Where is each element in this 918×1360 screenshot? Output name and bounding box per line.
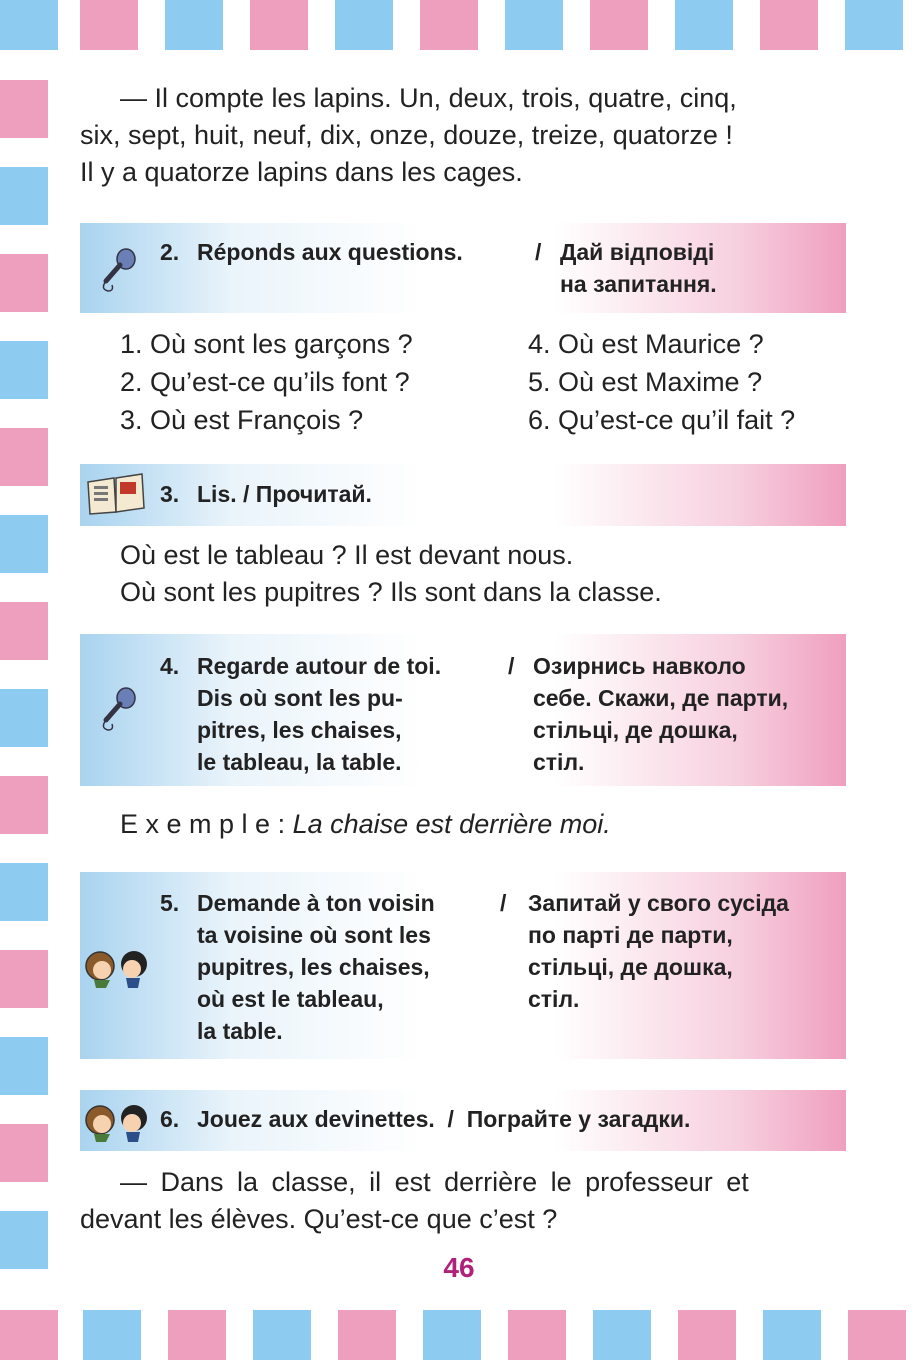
- exercise-3-instruction: Lis. / Прочитай.: [197, 481, 372, 507]
- exercise-4-separator: /: [508, 653, 515, 679]
- instruction-line: стільці, де дошка,: [533, 717, 738, 743]
- border-square: [0, 254, 48, 312]
- exercise-5-instruction-ua: [528, 887, 789, 1015]
- border-square: [675, 0, 733, 50]
- border-square: [848, 1310, 906, 1360]
- border-square: [423, 1310, 481, 1360]
- instruction-line: Demande à ton voisin: [197, 890, 435, 916]
- border-square: [678, 1310, 736, 1360]
- open-book-icon: [86, 472, 146, 516]
- border-square: [420, 0, 478, 50]
- border-square: [760, 0, 818, 50]
- border-square: [0, 776, 48, 834]
- reading-line-1: Où est le tableau ? Il est devant nous.: [120, 540, 574, 570]
- questions-left-column: [120, 325, 413, 439]
- border-square: [165, 0, 223, 50]
- riddle-line-2: devant les élèves. Qu’est-ce que c’est ?: [80, 1204, 558, 1234]
- microphone-icon: [98, 247, 140, 293]
- instruction-line: Озирнись навколо: [533, 653, 746, 679]
- reading-line-2: Où sont les pupitres ? Ils sont dans la classe.: [120, 577, 662, 607]
- example-text: La chaise est derrière moi.: [292, 809, 611, 839]
- question-item: 2. Qu’est-ce qu’ils font ?: [120, 367, 410, 397]
- exercise-5-separator: /: [500, 890, 507, 916]
- question-item: 6. Qu’est-ce qu’il fait ?: [528, 405, 796, 435]
- border-square: [0, 1310, 58, 1360]
- border-square: [845, 0, 903, 50]
- instruction-line: стіл.: [533, 749, 585, 775]
- border-square: [593, 1310, 651, 1360]
- example-label: E x e m p l e: [120, 809, 271, 839]
- border-square: [0, 689, 48, 747]
- children-talking-icon: [82, 1100, 152, 1144]
- exercise-2-instruction-ua-2: на запитання.: [560, 271, 717, 297]
- exercise-3-number: 3.: [160, 481, 180, 507]
- instruction-line: Regarde autour de toi.: [197, 653, 442, 679]
- border-square: [250, 0, 308, 50]
- border-square: [0, 167, 48, 225]
- instruction-line: Запитай у свого сусіда: [528, 890, 789, 916]
- instruction-line: où est le tableau,: [197, 986, 384, 1012]
- border-square: [0, 341, 48, 399]
- exercise-3-text: [120, 537, 840, 611]
- exercise-4-example: [120, 806, 840, 843]
- exercise-4-instruction-ua: [533, 650, 788, 778]
- microphone-icon: [98, 686, 140, 732]
- exercise-4-banner: [80, 634, 846, 786]
- border-square: [590, 0, 648, 50]
- border-square: [338, 1310, 396, 1360]
- border-square: [0, 80, 48, 138]
- exercise-2-instruction-fr: Réponds aux questions.: [197, 239, 463, 265]
- border-square: [0, 428, 48, 486]
- instruction-line: pupitres, les chaises,: [197, 954, 430, 980]
- border-square: [80, 0, 138, 50]
- children-talking-icon: [82, 946, 152, 990]
- question-item: 1. Où sont les garçons ?: [120, 329, 413, 359]
- example-colon: :: [270, 809, 293, 839]
- border-square: [0, 515, 48, 573]
- border-square: [0, 1037, 48, 1095]
- border-square: [168, 1310, 226, 1360]
- instruction-line: Dis où sont les pu-: [197, 685, 403, 711]
- intro-line-2: six, sept, huit, neuf, dix, onze, douze, treize, quatorze !: [80, 120, 733, 150]
- border-square: [763, 1310, 821, 1360]
- intro-paragraph: [80, 80, 846, 191]
- page-number: 46: [443, 1252, 475, 1283]
- exercise-5-banner: [80, 872, 846, 1059]
- intro-line-1: — Il compte les lapins. Un, deux, trois, quatre, cinq,: [120, 83, 737, 113]
- border-square: [253, 1310, 311, 1360]
- exercise-6-riddle: [80, 1164, 846, 1238]
- border-square: [0, 950, 48, 1008]
- question-item: 3. Où est François ?: [120, 405, 364, 435]
- exercise-6-instruction: Jouez aux devinettes. / Пограйте у загадки.: [197, 1106, 691, 1132]
- exercise-2-instruction-ua-1: Дай відповіді: [560, 239, 715, 265]
- border-square: [0, 602, 48, 660]
- instruction-line: le tableau, la table.: [197, 749, 402, 775]
- instruction-line: la table.: [197, 1018, 283, 1044]
- exercise-4-instruction-fr: [197, 650, 441, 778]
- border-square: [0, 863, 48, 921]
- instruction-line: стільці, де дошка,: [528, 954, 733, 980]
- instruction-line: по парті де парти,: [528, 922, 733, 948]
- exercise-5-number: 5.: [160, 890, 180, 916]
- exercise-5-instruction-fr: [197, 887, 435, 1047]
- instruction-line: pitres, les chaises,: [197, 717, 402, 743]
- border-square: [0, 0, 58, 50]
- exercise-2-separator: /: [535, 239, 542, 265]
- question-item: 5. Où est Maxime ?: [528, 367, 763, 397]
- exercise-2-number: 2.: [160, 239, 180, 265]
- exercise-2-banner: [80, 223, 846, 313]
- intro-line-3: Il y a quatorze lapins dans les cages.: [80, 157, 523, 187]
- border-square: [83, 1310, 141, 1360]
- instruction-line: ta voisine où sont les: [197, 922, 431, 948]
- riddle-line-1: — Dans la classe, il est derrière le professeur et: [120, 1167, 749, 1197]
- instruction-line: себе. Скажи, де парти,: [533, 685, 789, 711]
- instruction-line: стіл.: [528, 986, 580, 1012]
- question-item: 4. Où est Maurice ?: [528, 329, 764, 359]
- exercise-3-banner: [80, 464, 846, 526]
- exercise-4-number: 4.: [160, 653, 180, 679]
- exercise-6-banner: [80, 1090, 846, 1151]
- border-square: [505, 0, 563, 50]
- border-square: [0, 1124, 48, 1182]
- exercise-6-number: 6.: [160, 1106, 180, 1132]
- border-square: [508, 1310, 566, 1360]
- border-square: [335, 0, 393, 50]
- questions-right-column: [528, 325, 795, 439]
